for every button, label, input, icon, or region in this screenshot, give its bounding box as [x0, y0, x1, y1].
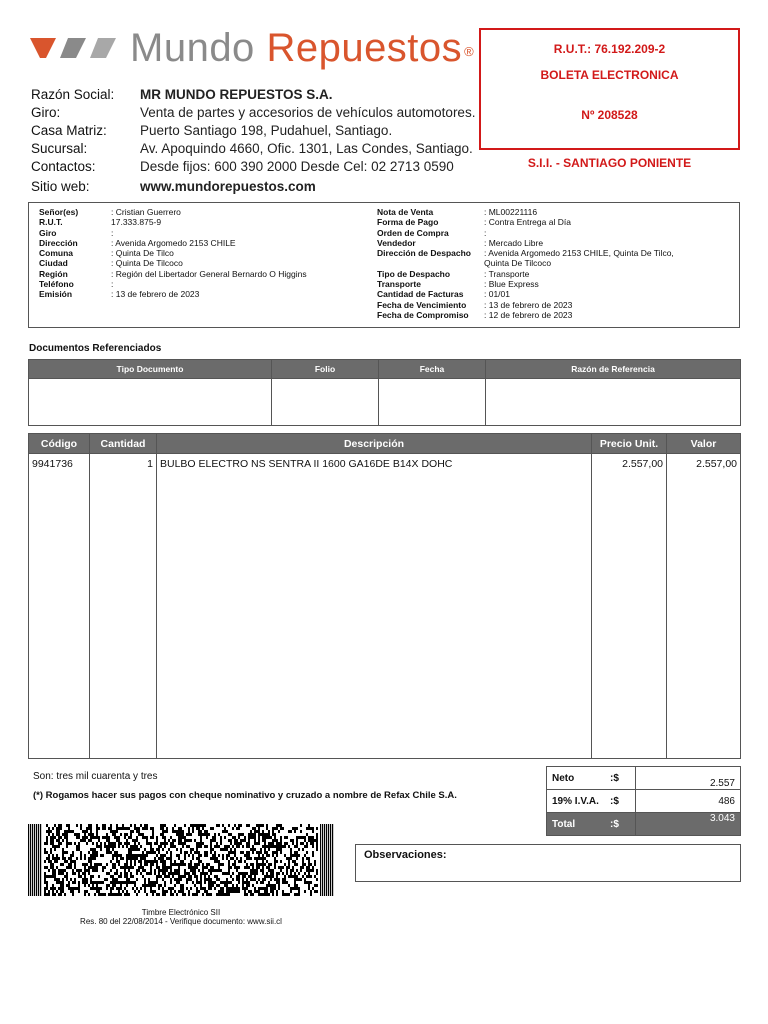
- client-field: Quinta De Tilcoco: [484, 258, 552, 269]
- col-fecha: Fecha: [379, 360, 486, 379]
- client-field: Región : Región del Libertador General Bernardo O Higgins: [39, 268, 307, 279]
- brand-wordmark: Mundo Repuestos ®: [130, 26, 475, 70]
- company-value: Venta de partes y accesorios de vehículos automotores.: [140, 105, 476, 120]
- col-precio-unit: Precio Unit.: [592, 434, 667, 454]
- client-field: Dirección de Despacho : Avenida Argomedo 2153 CHILE, Quinta De Tilco,: [377, 248, 674, 259]
- referenced-docs-title: Documentos Referenciados: [29, 343, 162, 354]
- total-row-total: Total :$ 3.043: [547, 813, 741, 836]
- company-label: Sucursal:: [31, 141, 88, 156]
- company-label: Contactos:: [31, 159, 96, 174]
- col-valor: Valor: [667, 434, 741, 454]
- folio-box: [479, 28, 740, 150]
- col-descripcion: Descripción: [157, 434, 592, 454]
- company-row: [31, 104, 475, 122]
- client-field: Forma de Pago : Contra Entrega al Día: [377, 217, 571, 228]
- logo-chevrons-icon: [30, 38, 116, 58]
- company-row: [31, 140, 475, 158]
- document-type: BOLETA ELECTRONICA: [540, 68, 679, 82]
- client-field: Cantidad de Facturas : 01/01: [377, 289, 510, 300]
- company-label: Giro:: [31, 105, 61, 120]
- company-value: Puerto Santiago 198, Pudahuel, Santiago.: [140, 123, 393, 138]
- client-field: Emisión : 13 de febrero de 2023: [39, 289, 200, 300]
- referenced-docs-table: [28, 359, 741, 426]
- client-field: Teléfono :: [39, 279, 114, 290]
- pdf417-barcode: [28, 824, 334, 896]
- company-row: [31, 178, 475, 196]
- client-field: Nota de Venta : ML00221116: [377, 207, 538, 217]
- client-field: Orden de Compra :: [377, 227, 487, 238]
- company-label: Casa Matriz:: [31, 123, 107, 138]
- client-field: Vendedor : Mercado Libre: [377, 237, 544, 248]
- client-field: Fecha de Compromiso : 12 de febrero de 2023: [377, 309, 573, 320]
- table-row: [29, 454, 741, 759]
- observaciones-label: Observaciones:: [364, 849, 447, 861]
- amount-in-words: Son: tres mil cuarenta y tres: [33, 771, 158, 782]
- item-codigo: 9941736: [29, 454, 90, 759]
- item-valor: 2.557,00: [667, 454, 741, 759]
- company-value[interactable]: www.mundorepuestos.com: [140, 179, 316, 194]
- timbre-electronico: Timbre Electrónico SII Res. 80 del 22/08/2014 - Verifique documento: www.sii.cl: [80, 908, 282, 926]
- company-row: [31, 122, 475, 140]
- col-folio: Folio: [272, 360, 379, 379]
- client-field: Dirección : Avenida Argomedo 2153 CHILE: [39, 237, 236, 248]
- client-details: [28, 202, 740, 328]
- company-info: [31, 86, 475, 196]
- col-razon-referencia: Razón de Referencia: [486, 360, 741, 379]
- client-field: Tipo de Despacho : Transporte: [377, 268, 530, 279]
- payment-note: (*) Rogamos hacer sus pagos con cheque nominativo y cruzado a nombre de Refax Chile S.A.: [33, 790, 457, 801]
- col-tipo-documento: Tipo Documento: [29, 360, 272, 379]
- col-codigo: Código: [29, 434, 90, 454]
- company-row: [31, 158, 475, 176]
- totals-table: [546, 766, 741, 836]
- total-row-iva: 19% I.V.A. :$ 486: [547, 790, 741, 813]
- company-row: [31, 86, 475, 104]
- item-cantidad: 1: [90, 454, 157, 759]
- table-row: [29, 379, 741, 426]
- company-value: Desde fijos: 600 390 2000 Desde Cel: 02 2713 0590: [140, 159, 454, 174]
- item-descripcion: BULBO ELECTRO NS SENTRA II 1600 GA16DE B14X DOHC: [157, 454, 592, 759]
- item-precio: 2.557,00: [592, 454, 667, 759]
- observaciones-box: [355, 844, 741, 882]
- company-label: Sitio web:: [31, 179, 90, 194]
- client-field: Fecha de Vencimiento : 13 de febrero de 2023: [377, 299, 573, 310]
- company-value: MR MUNDO REPUESTOS S.A.: [140, 87, 333, 102]
- client-field: Señor(es) : Cristian Guerrero: [39, 207, 181, 217]
- company-label: Razón Social:: [31, 87, 115, 102]
- client-field: Comuna : Quinta De Tilco: [39, 248, 174, 259]
- col-cantidad: Cantidad: [90, 434, 157, 454]
- company-value: Av. Apoquindo 4660, Ofic. 1301, Las Condes, Santiago.: [140, 141, 473, 156]
- issuer-rut: R.U.T.: 76.192.209-2: [553, 42, 666, 56]
- sii-office: S.I.I. - SANTIAGO PONIENTE: [527, 156, 692, 170]
- client-field: R.U.T. 17.333.875-9: [39, 217, 162, 228]
- document-number: Nº 208528: [581, 108, 638, 122]
- items-table: [28, 433, 741, 759]
- total-row-neto: Neto :$ 2.557: [547, 767, 741, 790]
- brand-logo: [30, 26, 474, 70]
- client-field: Giro :: [39, 227, 114, 238]
- client-field: Transporte : Blue Express: [377, 279, 539, 290]
- client-field: Ciudad : Quinta De Tilcoco: [39, 258, 183, 269]
